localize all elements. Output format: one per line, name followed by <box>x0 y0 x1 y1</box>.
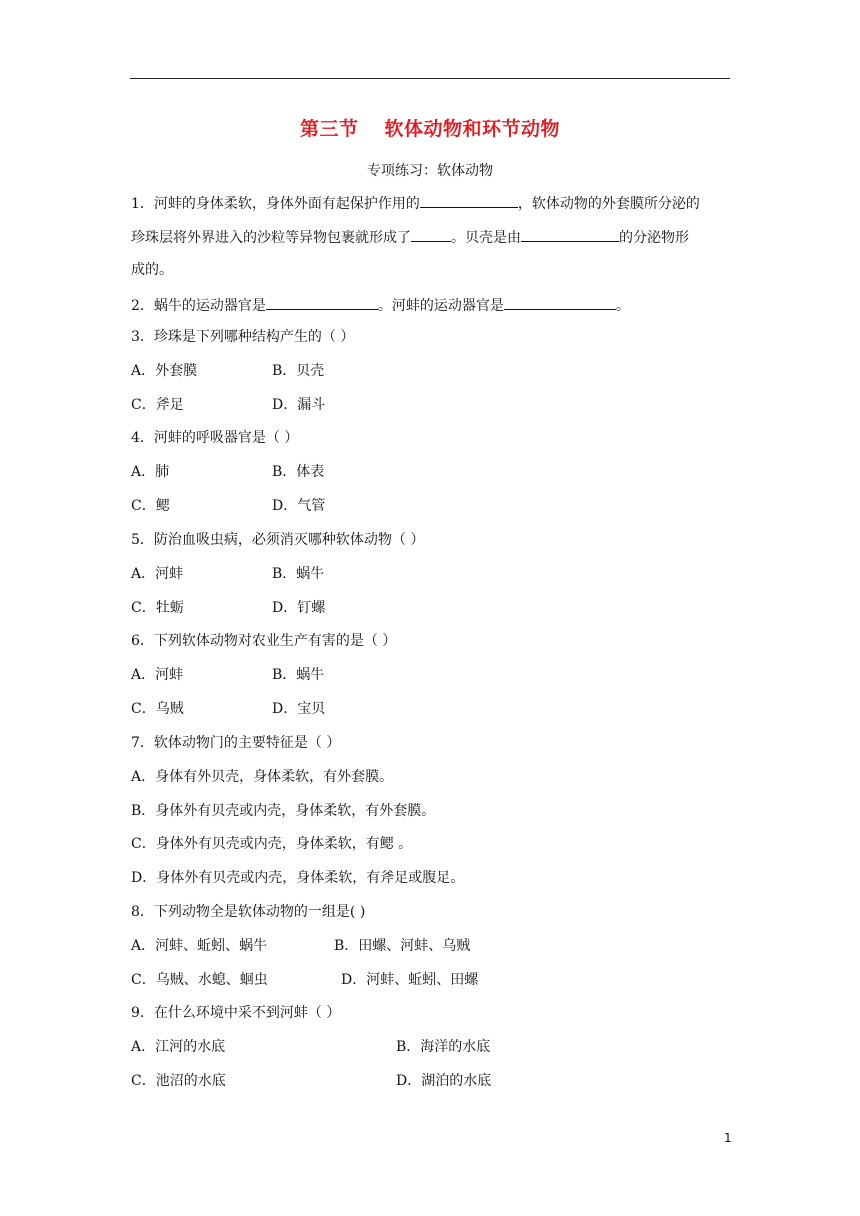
q9-option-b: B．海洋的水底 <box>396 1039 491 1055</box>
q3-stem: 3．珍珠是下列哪种结构产生的（ ） <box>131 329 355 345</box>
page-subtitle: 专项练习：软体动物 <box>367 163 493 179</box>
q5-stem: 5．防治血吸虫病，必须消灭哪种软体动物（ ） <box>131 532 425 548</box>
section-title: 软体动物和环节动物 <box>384 118 561 140</box>
q5-option-c: C．牡蛎 <box>131 600 184 616</box>
q3-option-d: D．漏斗 <box>272 397 326 413</box>
q9-option-c: C．池沼的水底 <box>131 1073 226 1089</box>
q8-option-d: D．河蚌、蚯蚓、田螺 <box>341 972 479 988</box>
page-number: 1 <box>724 1131 732 1145</box>
q1-blank-3 <box>521 226 619 242</box>
q6-option-c: C．乌贼 <box>131 701 184 717</box>
section-number: 第三节 <box>299 118 359 140</box>
q8-option-b: B．田螺、河蚌、乌贼 <box>334 938 471 954</box>
q9-option-a: A．江河的水底 <box>131 1039 226 1055</box>
q7-option-a: A．身体有外贝壳，身体柔软，有外套膜。 <box>131 769 394 785</box>
q4-option-a: A．肺 <box>131 464 170 480</box>
q6-stem: 6．下列软体动物对农业生产有害的是（ ） <box>131 633 397 649</box>
q1-blank-1 <box>420 192 518 208</box>
q1-line-1: 1．河蚌的身体柔软，身体外面有起保护作用的 ，软体动物的外套膜所分泌的 <box>131 192 700 214</box>
q2-blank-2 <box>504 294 616 310</box>
q9-stem: 9．在什么环境中采不到河蚌（ ） <box>131 1005 341 1021</box>
q3-option-a: A．外套膜 <box>131 363 198 379</box>
q7-option-b: B．身体外有贝壳或内壳，身体柔软，有外套膜。 <box>131 803 436 819</box>
q8-option-a: A．河蚌、蚯蚓、蜗牛 <box>131 938 268 954</box>
q4-stem: 4．河蚌的呼吸器官是（ ） <box>131 430 299 446</box>
q6-option-b: B．蜗牛 <box>272 667 325 683</box>
q7-stem: 7．软体动物门的主要特征是（ ） <box>131 735 341 751</box>
q6-option-d: D．宝贝 <box>272 701 326 717</box>
q4-option-d: D．气管 <box>272 498 326 514</box>
q7-option-d: D．身体外有贝壳或内壳，身体柔软，有斧足或腹足。 <box>131 870 465 886</box>
q3-option-b: B．贝壳 <box>272 363 325 379</box>
q4-option-c: C．鳃 <box>131 498 170 514</box>
q1-line-2: 珍珠层将外界进入的沙粒等异物包裹就形成了 。贝壳是由 的分泌物形 <box>131 226 689 248</box>
q8-option-c: C．乌贼、水螅、蛔虫 <box>131 972 268 988</box>
q5-option-b: B．蜗牛 <box>272 566 325 582</box>
q8-stem: 8．下列动物全是软体动物的一组是( ) <box>131 904 366 920</box>
q6-option-a: A．河蚌 <box>131 667 184 683</box>
q5-option-d: D．钉螺 <box>272 600 326 616</box>
q2-blank-1 <box>266 294 378 310</box>
q5-option-a: A．河蚌 <box>131 566 184 582</box>
header-rule <box>130 78 730 79</box>
q1-line-3: 成的。 <box>131 262 173 278</box>
page-title <box>0 114 860 141</box>
q2-line: 2．蜗牛的运动器官是 。河蚌的运动器官是 。 <box>131 294 630 316</box>
q4-option-b: B．体表 <box>272 464 325 480</box>
q7-option-c: C．身体外有贝壳或内壳，身体柔软，有鳃 。 <box>131 836 413 852</box>
q3-option-c: C．斧足 <box>131 397 184 413</box>
q1-blank-2 <box>411 226 451 242</box>
q9-option-d: D．湖泊的水底 <box>396 1073 492 1089</box>
